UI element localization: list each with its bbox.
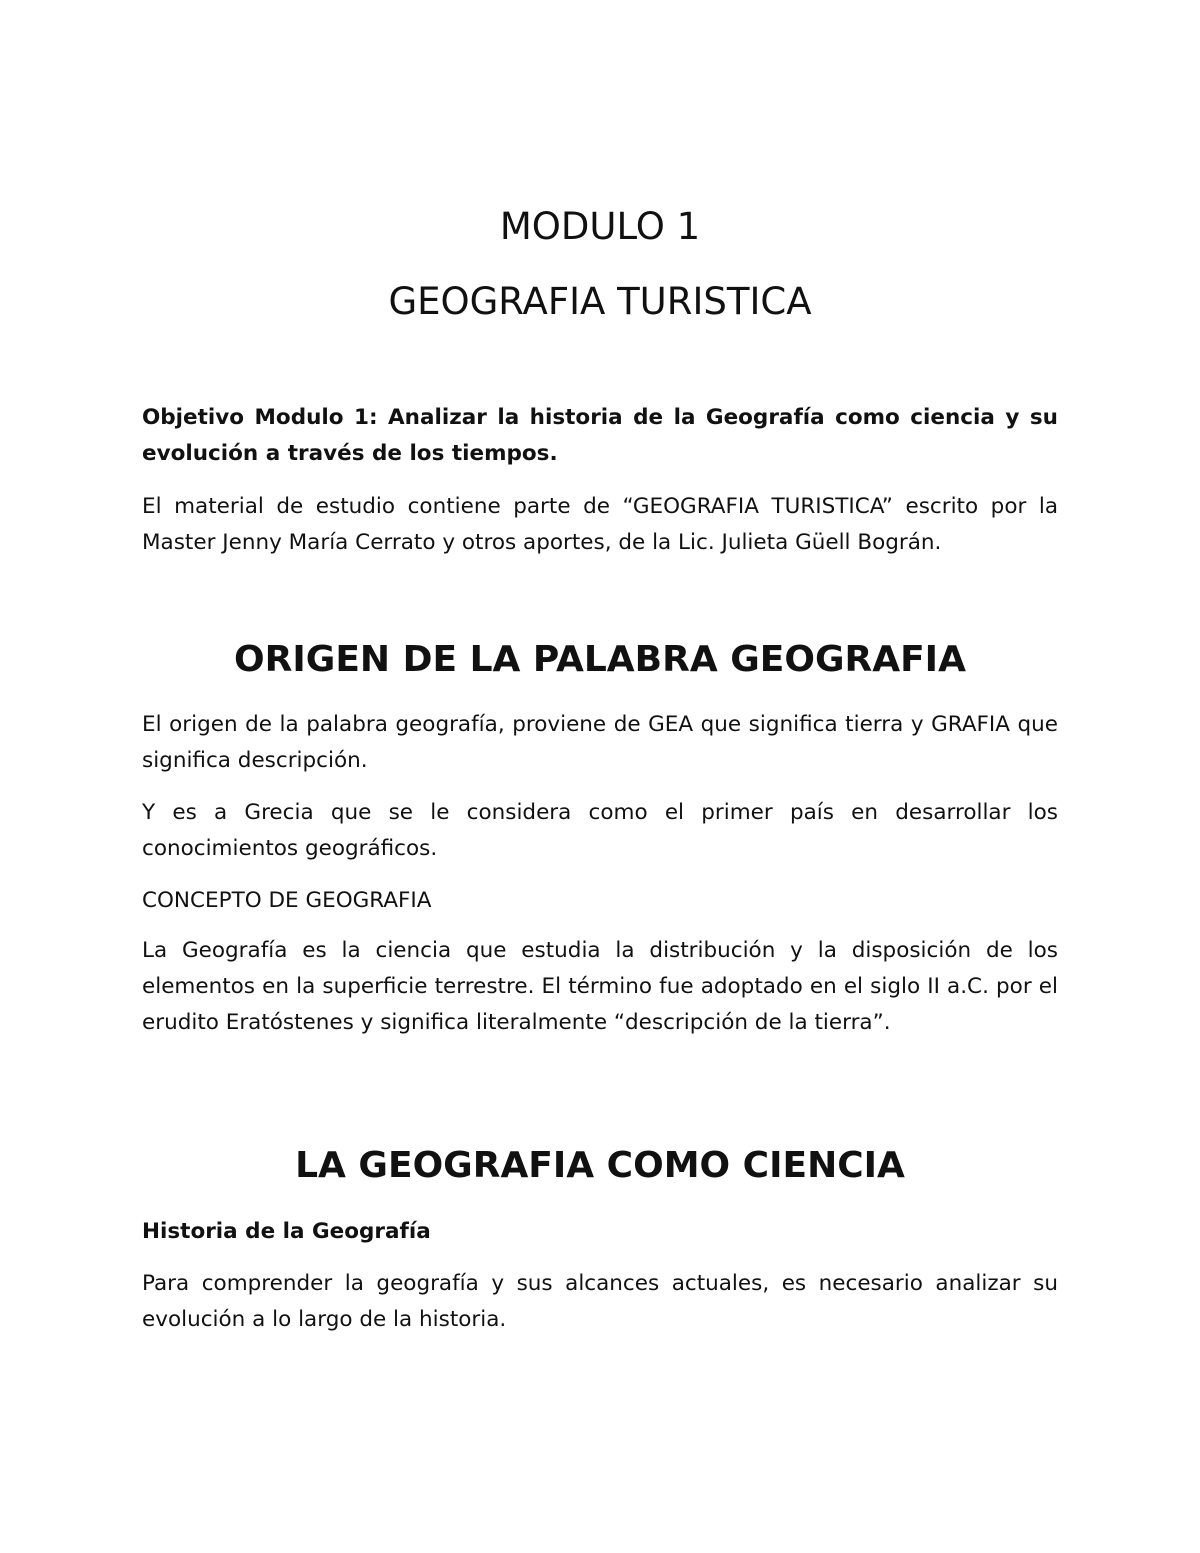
concepto-subheading: CONCEPTO DE GEOGRAFIA <box>142 888 432 913</box>
section-heading-ciencia: LA GEOGRAFIA COMO CIENCIA <box>295 1145 905 1186</box>
section-heading-origen: ORIGEN DE LA PALABRA GEOGRAFIA <box>234 639 966 680</box>
historia-paragraph: Para comprender la geografía y sus alcances actuales, es necesario analizar su evolución a lo largo de la historia. <box>142 1271 1058 1332</box>
module-title: MODULO 1 <box>499 205 701 248</box>
concepto-paragraph: La Geografía es la ciencia que estudia la distribución y la disposición de los elementos en la superficie terrestre. El término fue adoptado en el siglo II a.C. por el erudito Eratóstenes y significa literalmente “descripción de la tierra”. <box>142 938 1058 1035</box>
historia-subheading: Historia de la Geografía <box>142 1219 431 1244</box>
origen-paragraph-1: El origen de la palabra geografía, proviene de GEA que significa tierra y GRAFIA que significa descripción. <box>142 712 1058 773</box>
course-title: GEOGRAFIA TURISTICA <box>388 280 812 323</box>
module-objective: Objetivo Modulo 1: Analizar la historia de la Geografía como ciencia y su evolución a través de los tiempos. <box>142 405 1058 466</box>
origen-paragraph-2: Y es a Grecia que se le considera como el primer país en desarrollar los conocimientos geográficos. <box>142 800 1058 861</box>
material-note: El material de estudio contiene parte de “GEOGRAFIA TURISTICA” escrito por la Master Jenny María Cerrato y otros aportes, de la Lic. Julieta Güell Bográn. <box>142 494 1058 555</box>
